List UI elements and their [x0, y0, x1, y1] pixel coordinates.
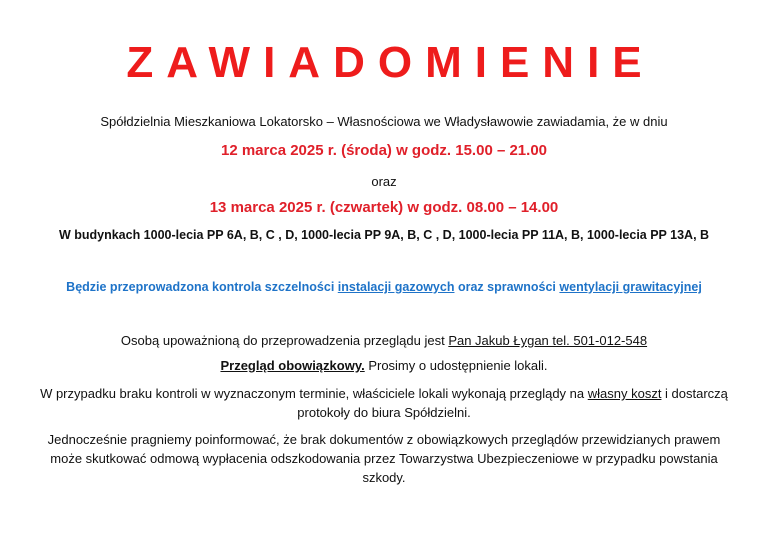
- contact-info: Pan Jakub Łygan tel. 501-012-548: [448, 333, 648, 348]
- ventilation-text: wentylacji grawitacyjnej: [559, 280, 702, 294]
- inspection-info: [0, 280, 768, 294]
- cost-paragraph: [30, 384, 738, 422]
- authorized-person: [0, 333, 768, 348]
- gas-installations-text: instalacji gazowych: [337, 280, 455, 294]
- cost-text-2: i dostarczą protokoły do biura Spółdzielni.: [297, 386, 728, 420]
- intro-text: Spółdzielnia Mieszkaniowa Lokatorsko – Własnościowa we Władysławowie zawiadamia, że w dniu: [100, 114, 668, 129]
- notice-title: ZAWIADOMIENIE: [126, 38, 655, 87]
- inspection-text-2: oraz sprawności: [454, 280, 560, 294]
- inspection-text-1: Będzie przeprowadzona kontrola szczelności: [66, 280, 338, 294]
- insurance-paragraph: Jednocześnie pragniemy poinformować, że brak dokumentów z obowiązkowych przeglądów przewidzianych prawem może skutkować odmową wypłacenia odszkodowania przez Towarzystwa Ubezpieczeniowe w przypadku powstania szkody.: [47, 432, 721, 485]
- mandatory-bold: Przegląd obowiązkowy.: [220, 358, 365, 373]
- mandatory-notice: [0, 358, 768, 373]
- cost-text-1: W przypadku braku kontroli w wyznaczonym terminie, właściciele lokali wykonają przeglądy na: [40, 386, 588, 401]
- authorized-person-text: Osobą upoważnioną do przeprowadzenia przeglądu jest: [120, 333, 449, 348]
- buildings-list: W budynkach 1000-lecia PP 6A, B, C , D, 1000-lecia PP 9A, B, C , D, 1000-lecia PP 11A, B, 1000-lecia PP 13A, B: [58, 228, 710, 242]
- oraz-text: oraz: [371, 174, 397, 189]
- date-second: 13 marca 2025 r. (czwartek) w godz. 08.00 – 14.00: [209, 199, 559, 216]
- own-cost-text: własny koszt: [587, 386, 662, 401]
- mandatory-rest: Prosimy o udostępnienie lokali.: [364, 358, 548, 373]
- date-first: 12 marca 2025 r. (środa) w godz. 15.00 – 21.00: [220, 142, 547, 159]
